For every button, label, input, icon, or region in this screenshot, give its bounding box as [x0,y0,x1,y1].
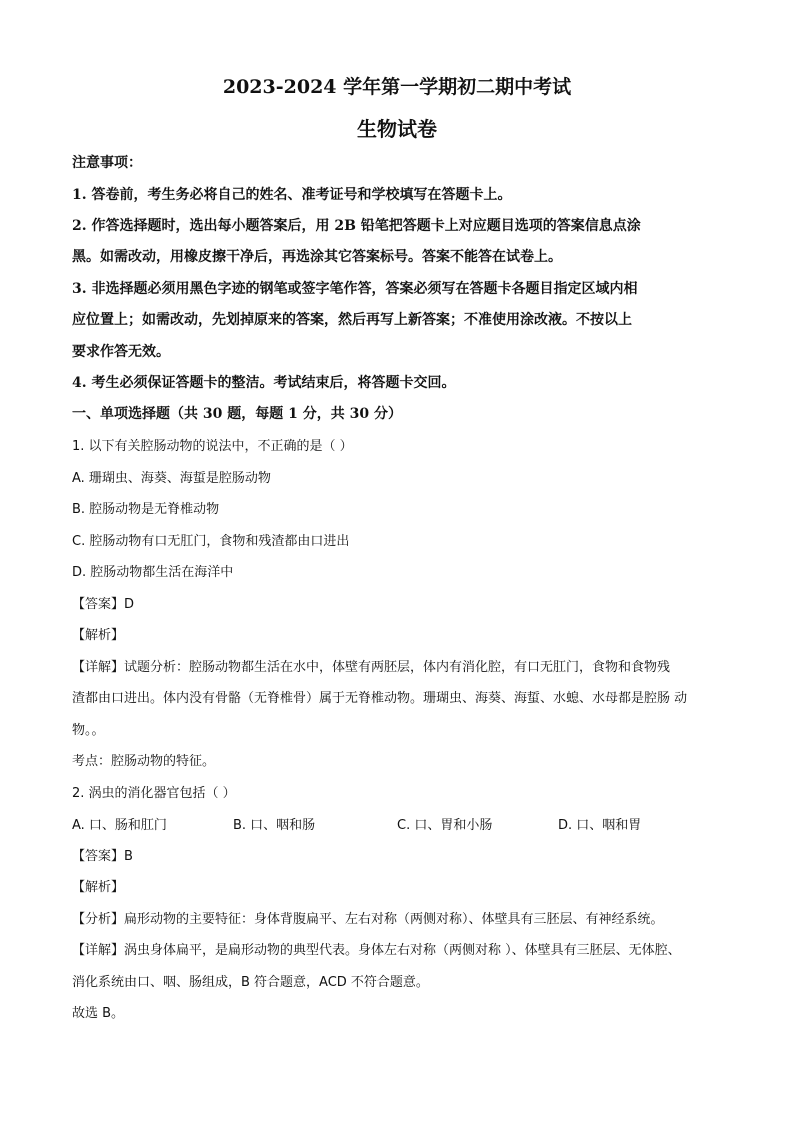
notice-item-4: 4. 考生必须保证答题卡的整洁。考试结束后，将答题卡交回。 [72,375,456,391]
q1-analysis-label: 【解析】 [72,628,125,643]
q2-stem: 2. 涡虫的消化器官包括（ ） [72,786,236,801]
section-heading: 一、单项选择题（共 30 题，每题 1 分，共 30 分） [72,406,402,422]
q2-option-d: D. 口、咽和胃 [558,818,642,833]
exam-subtitle: 生物试卷 [357,117,437,141]
q2-detail-line-1: 【详解】涡虫身体扁平，是扁形动物的典型代表。身体左右对称（两侧对称 ）、体壁具有三胚层、无体腔、 [72,943,681,958]
notice-item-2b: 黑。如需改动，用橡皮擦干净后，再选涂其它答案标号。答案不能答在试卷上。 [72,249,562,265]
notice-item-2a: 2. 作答选择题时，选出每小题答案后，用 2B 铅笔把答题卡上对应题目选项的答案信息点涂 [72,218,641,234]
q2-detail-line-2: 消化系统由口、咽、肠组成，B 符合题意，ACD 不符合题意。 [72,975,429,990]
q1-detail-line-2: 渣都由口进出。体内没有骨骼（无脊椎骨）属于无脊椎动物。珊瑚虫、海葵、海蜇、水螅、水母都是腔肠 动 [72,691,688,706]
notice-item-1: 1. 答卷前，考生务必将自己的姓名、准考证号和学校填写在答题卡上。 [72,187,512,203]
q2-analysis-label: 【解析】 [72,880,125,895]
q1-detail-line-1: 【详解】试题分析：腔肠动物都生活在水中，体壁有两胚层，体内有消化腔，有口无肛门，食物和食物残 [72,660,671,675]
q1-answer: 【答案】D [72,597,135,612]
q2-conclusion: 故选 B。 [72,1006,125,1021]
q2-option-c: C. 口、胃和小肠 [397,818,493,833]
q2-fenxi: 【分析】扁形动物的主要特征：身体背腹扁平、左右对称（两侧对称）、体壁具有三胚层、有神经系统。 [72,912,664,927]
notice-item-3b: 应位置上；如需改动，先划掉原来的答案，然后再写上新答案；不准使用涂改液。不按以上 [72,312,632,328]
q1-kaodian: 考点：腔肠动物的特征。 [72,754,216,769]
exam-title: 2023-2024 学年第一学期初二期中考试 [222,76,572,98]
notice-item-3a: 3. 非选择题必须用黑色字迹的钢笔或签字笔作答，答案必须写在答题卡各题目指定区域内相 [72,281,638,297]
q2-option-b: B. 口、咽和肠 [233,818,316,833]
notice-item-3c: 要求作答无效。 [72,344,170,360]
q1-option-a: A. 珊瑚虫、海葵、海蜇是腔肠动物 [72,471,271,486]
q1-option-d: D. 腔肠动物都生活在海洋中 [72,565,234,580]
notice-heading: 注意事项： [72,155,142,171]
q1-option-b: B. 腔肠动物是无脊椎动物 [72,502,220,517]
q2-option-a: A. 口、肠和肛门 [72,818,167,833]
q1-option-c: C. 腔肠动物有口无肛门，食物和残渣都由口进出 [72,534,350,549]
q1-detail-line-3: 物。。 [72,723,105,738]
q1-stem: 1. 以下有关腔肠动物的说法中，不正确的是（ ） [72,439,353,454]
q2-answer: 【答案】B [72,849,133,864]
